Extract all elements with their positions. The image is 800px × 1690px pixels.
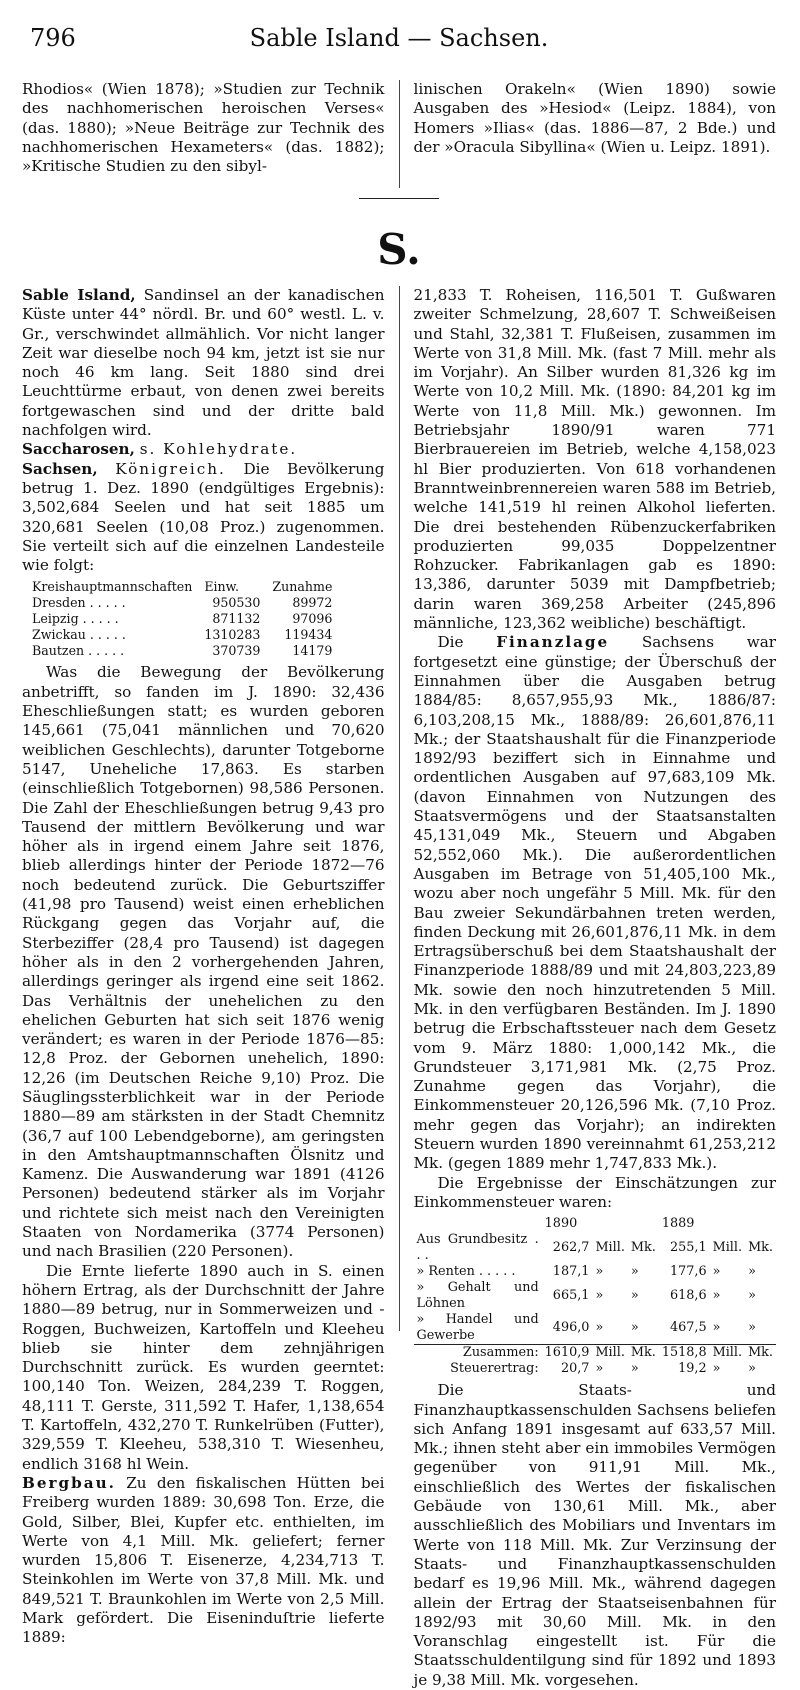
top-right-text: linischen Orakeln« (Wien 1890) sowie Ausgaben des »Hesiod« (Leipz. 1884), von Homers »Ilias« (das. 1886—87, 2 Bde.) und der »Oracula Sibyllina« (Wien u. Leipz. 1891). bbox=[413, 80, 776, 156]
paragraph: 21,833 T. Roheisen, 116,501 T. Gußwaren zweiter Schmelzung, 28,607 T. Schweißeisen und Stahl, 32,381 T. Flußeisen, zusammen im Werte von 31,8 Mill. Mk. (fast 7 Mill. mehr als im Vorjahr). An Silber wurden 81,326 kg im Werte von 10,2 Mill. Mk. (1890: 84,201 kg im Werte von 11,8 Mill. Mk.) gewonnen. Im Betriebsjahr 1890/91 waren 771 Bierbrauereien im Betrieb, welche 4,158,023 hl Bier produzierten. Von 618 vorhandenen Branntweinbrennereien waren 588 im Betrieb, welche 141,519 hl reinen Alkohol lieferten. Die drei bestehenden Rübenzuckerfabriken produzierten 99,035 Doppelzentner Rohzucker. Fabrikanlagen gab es 1890: 13,386, darunter 5039 mit Dampfbetrieb; darin waren 369,258 Arbeiter (245,896 männliche, 123,362 weibliche) beschäftigt. bbox=[413, 286, 776, 633]
entry-subtitle: Königreich. bbox=[115, 459, 226, 478]
table-header: 1889 bbox=[661, 1216, 695, 1232]
table-row bbox=[414, 1361, 777, 1377]
table-row bbox=[414, 1280, 777, 1312]
table-cell: » bbox=[630, 1361, 639, 1377]
table-cell: 467,5 bbox=[669, 1320, 707, 1336]
paragraph: Was die Bewegung der Bevölkerung anbetrifft, so fanden im J. 1890: 32,436 Eheschließungen statt; es wurden geboren 145,661 (75,041 männlichen und 70,620 weiblichen Geschlechts), darunter Totgeborne 5147, Uneheliche 17,863. Es starben (einschließlich Totgebornen) 98,586 Personen. Die Zahl der Eheschließungen betrug 9,43 pro Tausend der mittlern Bevölkerung und war höher als in irgend einem Jahre seit 1876, blieb allerdings hinter der Periode 1872—76 noch bedeutend zurück. Die Geburtsziffer (41,98 pro Tausend) weist einen erheblichen Rückgang gegen das Vorjahr auf, die Sterbeziffer (28,4 pro Tausend) ist dagegen höher als in den 2 vorhergehenden Jahren, allerdings geringer als irgend eine seit 1862. Das Verhältnis der unehelichen zu den ehelichen Geburten hat sich seit 1876 wenig verändert; es waren in der Periode 1876—85: 12,8 Proz. der Gebornen unehelich, 1890: 12,26 (im Deutschen Reiche 9,10) Proz. Die Säuglingssterblichkeit war in der Periode 1880—89 am stärksten in der Stadt Chemnitz (36,7 auf 100 Lebendgeborne), am geringsten in den Amtshauptmannschaften Ölsnitz und Kamenz. Die Auswanderung war 1891 (4126 Personen) bedeutend stärker als im Vorjahr und richtete sich meist nach den Vereinigten Staaten von Nordamerika (3774 Personen) und nach Brasilien (220 Personen). bbox=[22, 663, 385, 1261]
table-cell: 1610,9 bbox=[542, 1345, 593, 1362]
table-row bbox=[414, 1312, 777, 1345]
paragraph-text: Zu den fiskalischen Hütten bei Freiberg wurden 1889: 30,698 Ton. Erze, die Gold, Silber, Blei, Kupfer etc. enthielten, im Werte von 4,1 Mill. Mk. geliefert; ferner wurden 15,806 T. Eisenerze, 4,234,713 T. Steinkohlen im Werte von 37,8 Mill. Mk. und 849,521 T. Braunkohlen im Werte von 2,5 Mill. Mark gefördert. Die Eiseninduſtrie lieferte 1889: bbox=[22, 1473, 385, 1647]
table-cell: » bbox=[712, 1264, 721, 1280]
right-column bbox=[413, 286, 777, 1689]
paragraph-lead: Die bbox=[437, 633, 464, 652]
table-header-row bbox=[414, 1216, 777, 1232]
continuation-block bbox=[22, 80, 776, 188]
table-cell: 950530 bbox=[212, 595, 261, 611]
table-header bbox=[414, 1216, 542, 1232]
table-cell: Dresden . . . . . bbox=[32, 595, 126, 611]
table-cell: » bbox=[630, 1288, 639, 1304]
table-cell: Mk. bbox=[745, 1345, 776, 1362]
table-header-row bbox=[26, 579, 338, 595]
table-cell: » bbox=[595, 1320, 604, 1336]
table-cell: Mill. bbox=[712, 1240, 743, 1256]
table-cell: Mill. bbox=[710, 1345, 745, 1362]
table-cell: 20,7 bbox=[560, 1361, 590, 1377]
section-letter: S. bbox=[377, 225, 421, 274]
entry-text: Die Bevölkerung betrug 1. Dez. 1890 (endgültiges Ergebnis): 3,502,684 Seelen und hat seit 1885 um 320,681 Seelen (10,08 Proz.) zugenommen. Sie verteilt sich auf die einzelnen Landesteile wie folgt: bbox=[22, 459, 385, 575]
headword: Sable Island, bbox=[22, 286, 136, 304]
entry-sachsen bbox=[22, 460, 385, 576]
table-cell: Bautzen . . . . . bbox=[32, 643, 125, 659]
column-divider bbox=[399, 80, 400, 188]
table-cell: 177,6 bbox=[669, 1264, 707, 1280]
top-left-column bbox=[22, 80, 385, 188]
main-columns bbox=[22, 286, 777, 1689]
table-cell: » bbox=[630, 1264, 639, 1280]
table-row bbox=[414, 1264, 777, 1280]
left-column bbox=[22, 286, 385, 1647]
table-cell: » Renten . . . . . bbox=[416, 1264, 516, 1280]
subheading: Bergbau. bbox=[22, 1473, 116, 1492]
table-cell: Leipzig . . . . . bbox=[32, 611, 119, 627]
paragraph: Die Ernte lieferte 1890 auch in S. einen höhern Ertrag, als der Durchschnitt der Jahre 1880—89 betrug, nur in Sommerweizen und -Roggen, Buchweizen, Kartoffeln und Kleeheu blieb sie hinter dem zehnjährigen Durchschnitt zurück. Es wurden geerntet: 100,140 Ton. Weizen, 284,239 T. Roggen, 48,111 T. Gerste, 311,592 T. Hafer, 1,138,654 T. Kartoffeln, 432,270 T. Runkelrüben (Futter), 329,559 T. Kleeheu, 538,310 T. Wiesenheu, endlich 3168 hl Wein. bbox=[22, 1261, 385, 1473]
table-cell: 97096 bbox=[292, 611, 333, 627]
running-header bbox=[22, 18, 776, 58]
table-header: 1890 bbox=[544, 1216, 578, 1232]
table-cell: Mk. bbox=[628, 1345, 659, 1362]
table-cell: 187,1 bbox=[552, 1264, 590, 1280]
table-row bbox=[26, 595, 338, 611]
table-cell: Mk. bbox=[630, 1240, 656, 1256]
population-table bbox=[26, 579, 338, 659]
headword: Saccharosen, bbox=[22, 440, 135, 459]
table-cell: » bbox=[748, 1361, 756, 1377]
running-title: Sable Island — Sachsen. bbox=[249, 24, 549, 52]
table-cell: 370739 bbox=[212, 643, 261, 659]
table-cell: 19,2 bbox=[678, 1361, 707, 1377]
headword: Sachsen, bbox=[22, 459, 98, 478]
table-cell: 871132 bbox=[212, 611, 261, 627]
table-cell: » bbox=[595, 1288, 604, 1304]
table-cell: 665,1 bbox=[552, 1288, 590, 1304]
table-cell: 1518,8 bbox=[659, 1345, 710, 1362]
cross-reference: s. Kohlehydrate. bbox=[139, 440, 298, 459]
table-cell: » bbox=[712, 1288, 721, 1304]
table-cell: » Handel und Gewerbe bbox=[416, 1312, 539, 1344]
table-cell: 496,0 bbox=[552, 1320, 590, 1336]
table-cell: » bbox=[748, 1288, 756, 1304]
table-cell: 89972 bbox=[292, 595, 333, 611]
table-cell: 119434 bbox=[284, 627, 333, 643]
table-cell: » bbox=[712, 1320, 721, 1336]
paragraph: Die Ergebnisse der Einschätzungen zur Einkommensteuer waren: bbox=[413, 1173, 776, 1211]
table-cell: Mill. bbox=[595, 1240, 625, 1256]
table-row bbox=[26, 627, 338, 643]
table-cell: » bbox=[748, 1320, 756, 1336]
paragraph-finanzlage bbox=[414, 633, 777, 1173]
table-row bbox=[26, 611, 338, 627]
table-cell: 618,6 bbox=[669, 1288, 707, 1304]
table-cell: Zwickau . . . . . bbox=[32, 627, 126, 643]
table-cell: » bbox=[748, 1264, 756, 1280]
table-sum-row bbox=[414, 1345, 777, 1362]
table-cell: » bbox=[595, 1361, 604, 1377]
table-cell: 255,1 bbox=[669, 1240, 707, 1256]
page-number: 796 bbox=[30, 24, 76, 52]
table-cell: Aus Grundbesitz . . . bbox=[416, 1232, 539, 1264]
table-header: Einw. bbox=[204, 579, 239, 595]
income-tax-table bbox=[414, 1216, 777, 1377]
entry-sable-island bbox=[22, 286, 385, 440]
table-cell: Mill. bbox=[592, 1345, 627, 1362]
table-header: Zunahme bbox=[272, 579, 333, 595]
section-rule bbox=[359, 198, 439, 199]
table-cell: 14179 bbox=[292, 643, 333, 659]
table-cell: » Gehalt und Löhnen bbox=[416, 1280, 539, 1312]
table-cell: » bbox=[630, 1320, 639, 1336]
subheading: Finanzlage bbox=[496, 633, 610, 652]
paragraph-bergbau bbox=[22, 1474, 385, 1648]
paragraph: Die Staats- und Finanzhauptkassenschulden Sachsens beliefen sich Anfang 1891 insgesamt auf 633,57 Mill. Mk.; ihnen steht aber ein immobiles Vermögen gegenüber von 911,91 Mill. Mk., einschließlich des Wertes der fiskalischen Gebäude von 130,61 Mill. Mk., aber ausschließlich des Mobiliars und Inventars im Werte von 118 Mill. Mk. Zur Verzinsung der Staats- und Finanzhauptkassenschulden bedarf es 19,96 Mill. Mk., während dagegen allein der Ertrag der Staatseisenbahnen für 1892/93 mit 30,60 Mill. Mk. in den Voranschlag eingestellt ist. Für die Staatsschuldentilgung sind für 1892 und 1893 je 9,38 Mill. Mk. vorgesehen. bbox=[413, 1381, 776, 1689]
table-cell: 262,7 bbox=[552, 1240, 590, 1256]
table-cell: » bbox=[712, 1361, 721, 1377]
table-header: Kreishauptmannschaften bbox=[32, 579, 193, 595]
top-left-text: Rhodios« (Wien 1878); »Studien zur Technik des nachhomerischen heroischen Verses« (das. 1880); »Neue Beiträge zur Technik des nachhomerischen Hexameters« (das. 1882); »Kritische Studien zu den sibyl- bbox=[22, 80, 385, 176]
table-row bbox=[414, 1232, 777, 1264]
table-cell: Mk. bbox=[748, 1240, 773, 1256]
table-cell: 1310283 bbox=[204, 627, 261, 643]
paragraph-text: Sachsens war fortgesetzt eine günstige; der Überschuß der Einnahmen über die Ausgaben betrug 1884/85: 8,657,955,93 Mk., 1886/87: 6,103,208,15 Mk., 1888/89: 26,601,876,11 Mk.; der Staatshaushalt für die Finanzperiode 1892/93 beziffert sich in Einnahme und ordentlichen Ausgaben auf 97,683,109 Mk. (davon Einnahmen von Nutzungen des Staatsvermögens und der Staatsanstalten 45,131,049 Mk., Steuern und Abgaben 52,552,060 Mk.). Die außerordentlichen Ausgaben im Betrage von 51,405,100 Mk., wozu aber noch ungefähr 5 Mill. Mk. für den Bau zweier Sekundärbahnen treten werden, finden Deckung mit 26,601,876,11 Mk. in dem Ertragsüberschuß bei dem Staatshaushalt der Finanzperiode 1888/89 und mit 24,803,223,89 Mk. sowie den noch hinzutretenden 5 Mill. Mk. in den verfügbaren Beständen. Im J. 1890 betrug die Erbschaftssteuer nach dem Gesetz vom 9. März 1880: 1,000,142 Mk., die Grundsteuer 3,171,981 Mk. (2,75 Proz. Zunahme gegen das Vorjahr), die Einkommensteuer 20,126,596 Mk. (7,10 Proz. mehr gegen das Vorjahr); an indirekten Steuern wurden 1890 vereinnahmt 61,253,212 Mk. (gegen 1889 mehr 1,747,833 Mk.). bbox=[413, 633, 777, 1173]
column-divider bbox=[399, 286, 400, 1331]
entry-text: Sandinsel an der kanadischen Küste unter 44° nördl. Br. und 60° westl. L. v. Gr., verschwindet allmählich. Vor nicht langer Zeit war dieselbe noch 94 km, jetzt ist sie nur noch 46 km lang. Seit 1880 sind drei Leuchttürme erbaut, von denen zwei bereits fortgewaschen sind und der dritte bald nachfolgen wird. bbox=[22, 286, 385, 440]
table-cell: » bbox=[595, 1264, 604, 1280]
entry-saccharosen bbox=[22, 440, 385, 459]
table-row bbox=[26, 643, 338, 659]
top-right-column bbox=[414, 80, 777, 188]
table-cell: Zusammen: bbox=[414, 1345, 542, 1362]
table-cell: Steuerertrag: bbox=[450, 1361, 539, 1377]
